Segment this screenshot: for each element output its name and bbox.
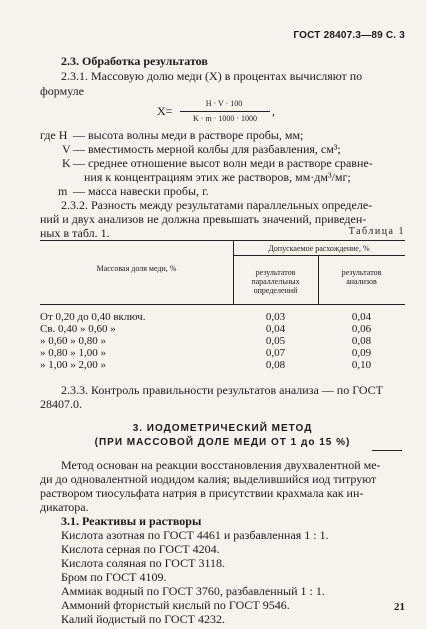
reagent-6: Аммоний фтористый кислый по ГОСТ 9546.: [61, 598, 290, 612]
reagent-4: Бром по ГОСТ 4109.: [61, 570, 167, 584]
table-col2-head-l3: определений: [253, 286, 298, 295]
reagent-3: Кислота соляная по ГОСТ 3118.: [61, 556, 226, 570]
formula-fraction-bar: [180, 111, 270, 112]
method-line-1: Метод основан на реакции восстановления двухвалентной ме-: [61, 458, 381, 472]
where-k-text: — среднее отношение высот волн меди в растворе сравне-: [73, 156, 373, 170]
table-row-5-a: 0,08: [265, 359, 286, 371]
paragraph-2-3-3-line-1: 2.3.3. Контроль правильности результатов анализа — по ГОСТ: [61, 383, 383, 397]
section-2-3-title: 2.3. Обработка результатов: [61, 54, 208, 68]
where-h-text: — высота волны меди в растворе пробы, мм;: [73, 128, 304, 142]
where-k-symbol: K: [62, 156, 71, 170]
where-v-symbol: V: [62, 142, 71, 156]
paragraph-2-3-1-line-1: 2.3.1. Массовую долю меди (X) в процентах вычисляют по: [61, 69, 363, 83]
paragraph-2-3-2-line-1: 2.3.2. Разность между результатами параллельных определе-: [61, 198, 373, 212]
section-3-title: 3. ИОДОМЕТРИЧЕСКИЙ МЕТОД: [132, 423, 313, 434]
page-header: ГОСТ 28407.3—89 С. 3: [293, 30, 405, 41]
formula-lhs: X=: [157, 104, 173, 118]
formula-comma: ,: [272, 104, 275, 118]
reagent-7: Калий йодистый по ГОСТ 4232.: [61, 612, 225, 626]
table-col3-head-l2: анализов: [346, 277, 377, 286]
where-v-text: — вместимость мерной колбы для разбавления, см³;: [73, 142, 341, 156]
formula-denominator: K · m · 1000 · 1000: [193, 114, 257, 123]
formula-numerator: H · V · 100: [205, 99, 243, 108]
table-row-3-a: 0,05: [265, 335, 286, 347]
table-top-rule: [40, 240, 405, 241]
where-k-text-cont: ния к концентрациям этих же растворов, мм·дм³/мг;: [84, 170, 351, 184]
table-header-rule: [40, 304, 405, 305]
table-group-rule: [233, 255, 405, 256]
table-row-5-b: 0,10: [351, 359, 372, 371]
table-row-5-range: » 1,00 » 2,00 »: [40, 359, 106, 371]
table-row-1-b: 0,04: [351, 311, 372, 323]
method-line-4: дикатора.: [40, 500, 89, 514]
table-col2-head-l1: результатов: [255, 268, 296, 277]
page-number: 21: [394, 601, 405, 613]
table-col3-head-l1: результатов: [341, 268, 382, 277]
where-m-text: — масса навески пробы, г.: [73, 184, 209, 198]
paragraph-2-3-2-line-3: ных в табл. 1.: [40, 226, 110, 240]
paragraph-2-3-2-line-2: ний и двух анализов не должна превышать значений, приведен-: [40, 212, 367, 226]
method-line-2: ди до одновалентной иодидом калия; выделившийся иод титруют: [40, 472, 377, 486]
table-caption: Таблица 1: [348, 226, 405, 237]
where-m-symbol: m: [58, 184, 68, 198]
table-group-head: Допускаемое расхождение, %: [268, 244, 370, 253]
paragraph-2-3-3-line-2: 28407.0.: [40, 397, 82, 411]
section-3-subtitle: (ПРИ МАССОВОЙ ДОЛЕ МЕДИ ОТ 1 до 15 %): [94, 437, 351, 448]
table-row-1-a: 0,03: [265, 311, 286, 323]
where-h-symbol: где H: [40, 128, 68, 142]
table-row-2-range: Св. 0,40 » 0,60 »: [40, 323, 116, 335]
paragraph-2-3-1-line-2: формуле: [40, 84, 84, 98]
table-row-4-b: 0,09: [351, 347, 372, 359]
section-3-mark: [372, 450, 402, 451]
reagent-5: Аммиак водный по ГОСТ 3760, разбавленный 1 : 1.: [61, 584, 325, 598]
method-line-3: раствором тиосульфата натрия в присутствии крахмала как ин-: [40, 486, 364, 500]
table-col2-head-l2: параллельных: [251, 277, 300, 286]
table-row-2-a: 0,04: [265, 323, 286, 335]
table-row-2-b: 0,06: [351, 323, 372, 335]
table-row-3-b: 0,08: [351, 335, 372, 347]
table-row-4-a: 0,07: [265, 347, 286, 359]
reagent-2: Кислота серная по ГОСТ 4204.: [61, 542, 220, 556]
table-row-4-range: » 0,80 » 1,00 »: [40, 347, 106, 359]
table-row-3-range: » 0,60 » 0,80 »: [40, 335, 106, 347]
section-3-1-title: 3.1. Реактивы и растворы: [61, 514, 202, 528]
table-row-1-range: От 0,20 до 0,40 включ.: [40, 311, 146, 323]
table-col1-head: Массовая доля меди, %: [96, 264, 177, 273]
reagent-1: Кислота азотная по ГОСТ 4461 и разбавленная 1 : 1.: [61, 528, 329, 542]
